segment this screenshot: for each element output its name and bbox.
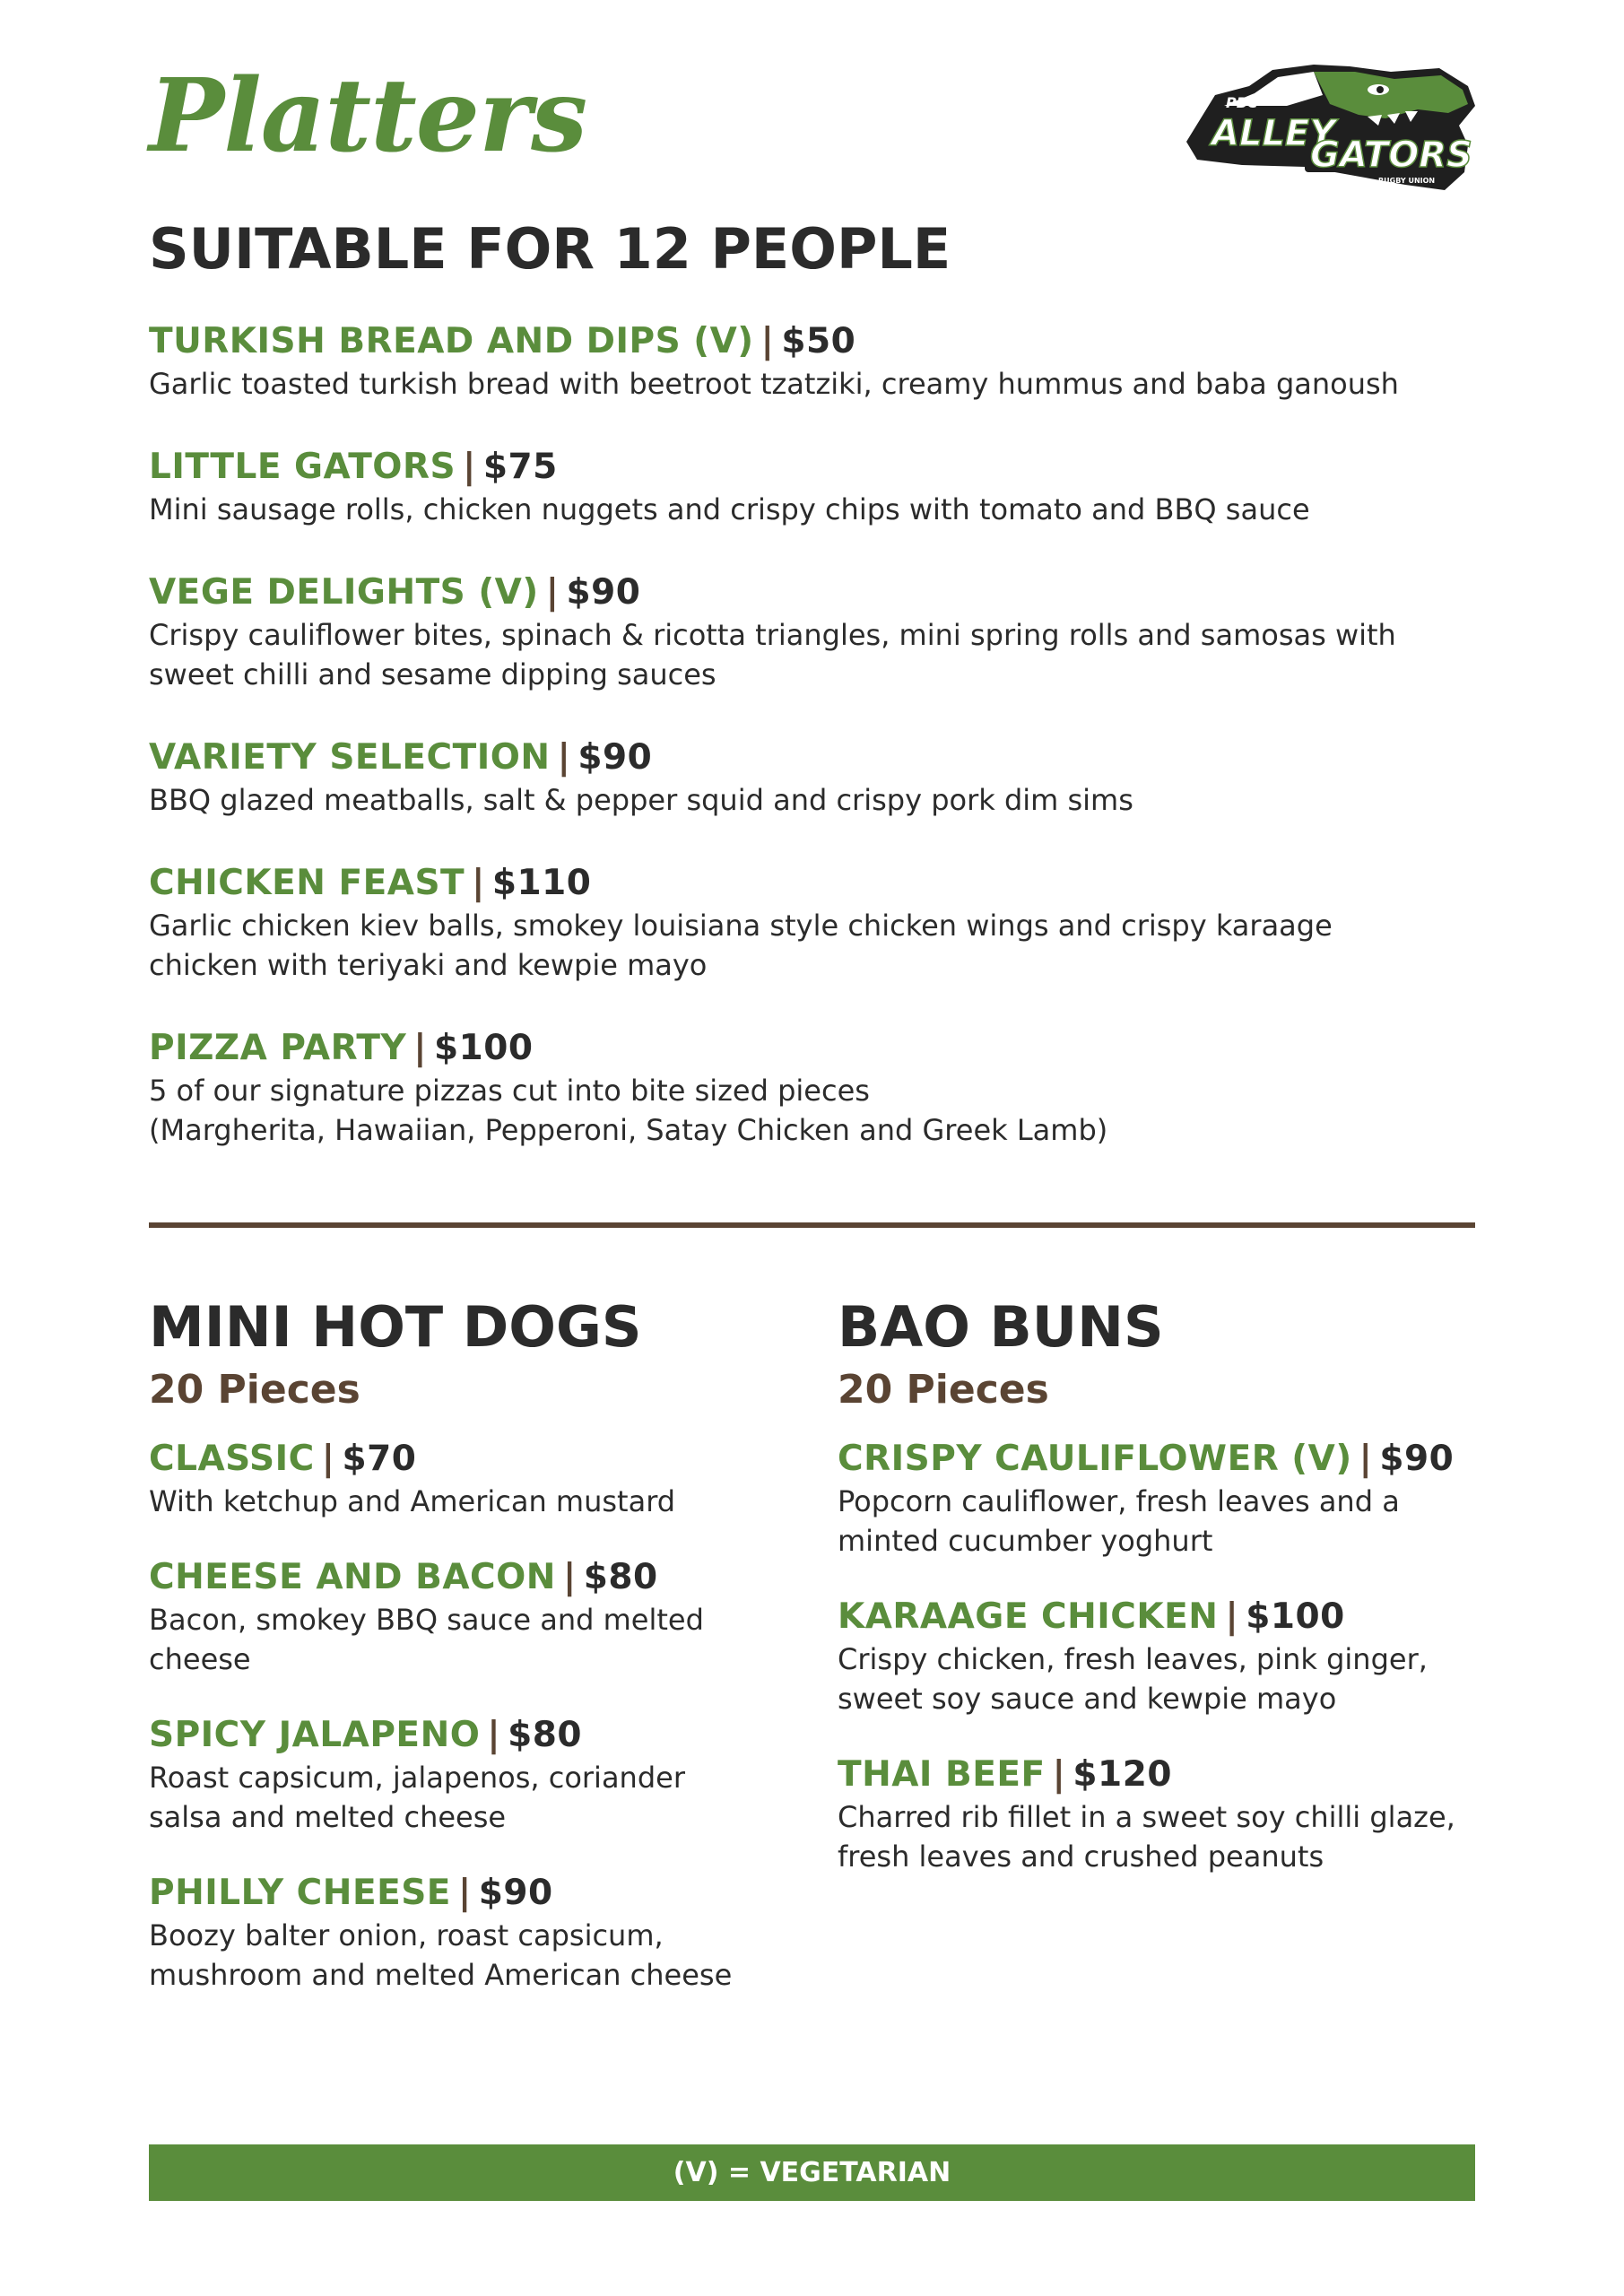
menu-item-name: VARIETY SELECTION [149,737,551,778]
menu-item-name: LITTLE GATORS [149,447,456,487]
menu-item-description: With ketchup and American mustard [149,1484,676,1518]
menu-item-title [149,735,1476,780]
menu-item-separator: | [557,737,571,778]
platters-heading: SUITABLE FOR 12 PEOPLE [149,216,951,282]
menu-item-price: $90 [578,737,653,778]
menu-item-price: $100 [433,1028,534,1068]
menu-item-separator: | [1225,1596,1239,1637]
menu-item-separator: | [1359,1439,1373,1479]
menu-item-name: VEGE DELIGHTS (V) [149,572,539,613]
menu-item-name: CHEESE AND BACON [149,1557,556,1597]
bao-buns-heading: BAO BUNS [838,1294,1164,1360]
menu-item-description: Crispy cauliflower bites, spinach & ricotta triangles, mini spring rolls and samosas with sweet chilli and sesame dipping sauces [149,618,1396,691]
menu-item [149,570,1476,694]
logo-sub-text: RUGBY UNION [1378,177,1436,185]
menu-item [149,1871,795,1995]
menu-item-separator: | [545,572,560,613]
menu-item-title [149,445,1476,490]
menu-item-separator: | [760,321,775,361]
bao-buns-list [838,1437,1483,1876]
menu-item [838,1752,1483,1876]
menu-item-name: CHICKEN FEAST [149,863,465,903]
menu-item [149,1437,795,1521]
menu-item-price: $110 [491,863,592,903]
hot-dogs-subheading: 20 Pieces [149,1367,360,1413]
vegetarian-legend-text: (V) = VEGETARIAN [673,2157,951,2188]
menu-item-description: Popcorn cauliflower, fresh leaves and a minted cucumber yoghurt [838,1484,1400,1558]
menu-item-separator: | [321,1439,335,1479]
menu-item-description: Boozy balter onion, roast capsicum, mushroom and melted American cheese [149,1918,733,1992]
menu-item-description: Crispy chicken, fresh leaves, pink ginger, sweet soy sauce and kewpie mayo [838,1642,1428,1716]
menu-item [149,319,1476,404]
menu-item-title [149,861,1476,906]
menu-item [838,1595,1483,1718]
menu-item-title [838,1595,1483,1639]
menu-item-separator: | [1052,1754,1066,1795]
menu-item-name: CRISPY CAULIFLOWER (V) [838,1439,1352,1479]
menu-item-description: Charred rib fillet in a sweet soy chilli glaze, fresh leaves and crushed peanuts [838,1800,1455,1874]
menu-item-separator: | [562,1557,577,1597]
menu-item-price: $80 [508,1715,583,1755]
platters-section [149,213,1476,1191]
menu-item-name: CLASSIC [149,1439,315,1479]
menu-item-name: PHILLY CHEESE [149,1873,451,1913]
menu-item-separator: | [463,447,476,487]
hot-dogs-heading: MINI HOT DOGS [149,1294,642,1360]
menu-item-name: TURKISH BREAD AND DIPS (V) [149,321,754,361]
logo-top-text: PBC [1226,94,1258,111]
bao-buns-subheading: 20 Pieces [838,1367,1049,1413]
menu-item-price: $75 [482,447,558,487]
menu-item-price: $70 [342,1439,417,1479]
menu-item [149,735,1476,820]
menu-item-description: Garlic chicken kiev balls, smokey louisiana style chicken wings and crispy karaage chicken with teriyaki and kewpie mayo [149,909,1333,982]
menu-item-price: $80 [583,1557,658,1597]
menu-item-price: $90 [1379,1439,1455,1479]
menu-item-separator: | [413,1028,427,1068]
alley-gators-logo [1179,59,1481,199]
menu-item-price: $90 [478,1873,553,1913]
menu-item [149,445,1476,529]
menu-item-price: $120 [1073,1754,1172,1795]
menu-item-description: Bacon, smokey BBQ sauce and melted cheese [149,1603,704,1676]
alligator-head-icon [1179,59,1481,199]
menu-item-separator: | [487,1715,501,1755]
menu-item-description: BBQ glazed meatballs, salt & pepper squid and crispy pork dim sims [149,783,1133,817]
vegetarian-legend-bar [149,2144,1475,2201]
menu-item-title [838,1437,1483,1482]
section-divider [149,1222,1475,1228]
menu-item-description: Garlic toasted turkish bread with beetroot tzatziki, creamy hummus and baba ganoush [149,367,1399,401]
logo-word-gators: GATORS [1310,135,1472,176]
menu-item-name: PIZZA PARTY [149,1028,407,1068]
hot-dogs-list [149,1437,795,1995]
menu-item-price: $90 [566,572,641,613]
menu-item-price: $100 [1246,1596,1345,1637]
menu-item [838,1437,1483,1561]
menu-item-name: KARAAGE CHICKEN [838,1596,1219,1637]
menu-item [149,1713,795,1837]
menu-item [149,1555,795,1679]
menu-item-name: SPICY JALAPENO [149,1715,481,1755]
menu-item-description: Roast capsicum, jalapenos, coriander salsa and melted cheese [149,1761,685,1834]
menu-item-title [149,1026,1476,1071]
menu-item [149,861,1476,985]
menu-item-title [149,570,1476,615]
menu-item-title [149,1713,795,1758]
menu-item-title [838,1752,1483,1797]
menu-item-title [149,319,1476,364]
menu-item-separator: | [472,863,485,903]
hot-dogs-section [149,1292,795,2029]
platters-list [149,319,1476,1150]
bao-buns-section [838,1292,1483,1910]
menu-item-title [149,1555,795,1600]
menu-item-description: 5 of our signature pizzas cut into bite sized pieces (Margherita, Hawaiian, Pepperoni, Satay Chicken and Greek Lamb) [149,1074,1108,1147]
menu-item-description: Mini sausage rolls, chicken nuggets and crispy chips with tomato and BBQ sauce [149,492,1310,526]
page-title: Platters [149,57,587,175]
logo-word-alley: ALLEY [1211,113,1336,154]
menu-item-title [149,1437,795,1482]
menu-item-title [149,1871,795,1916]
menu-item-separator: | [457,1873,472,1913]
menu-item [149,1026,1476,1150]
menu-item-price: $50 [781,321,856,361]
menu-item-name: THAI BEEF [838,1754,1046,1795]
